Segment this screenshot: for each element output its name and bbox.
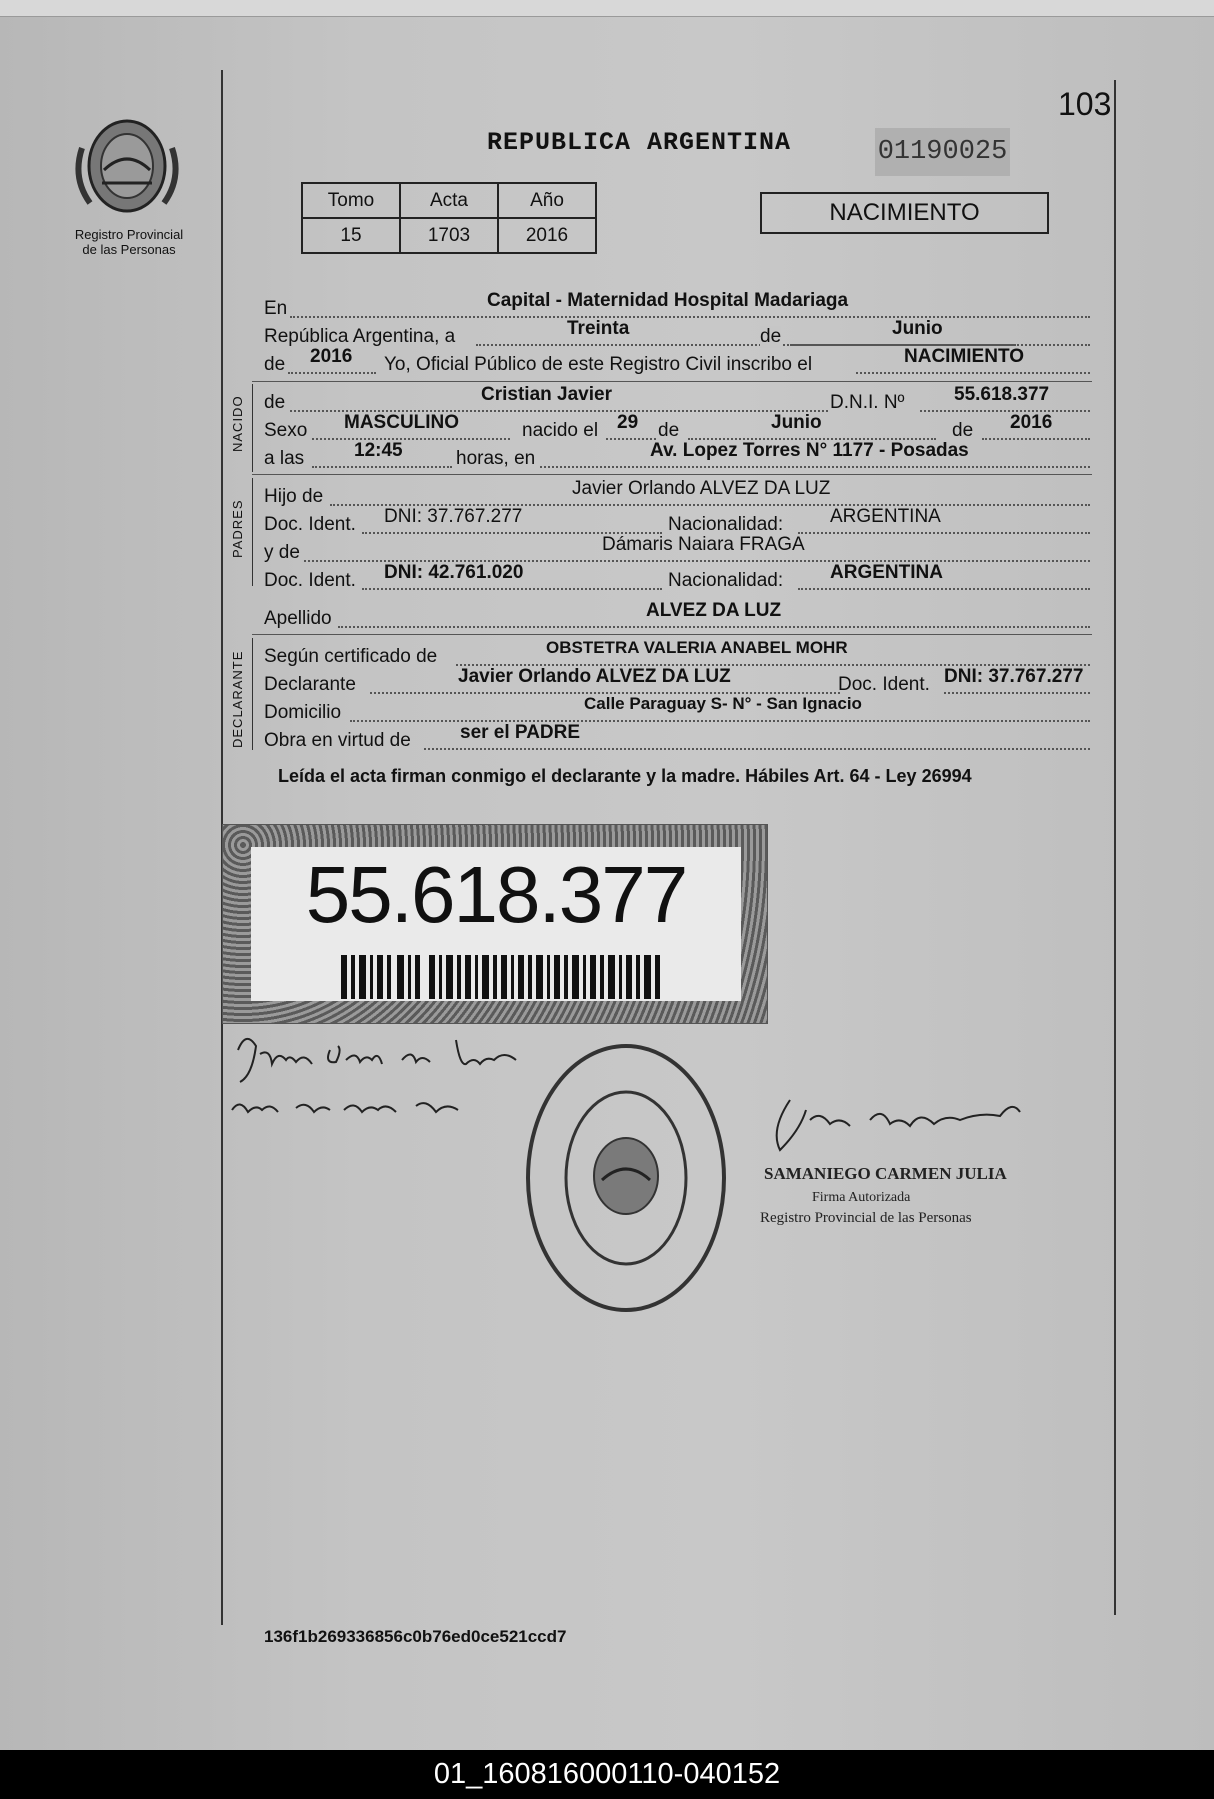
logo-caption-line1: Registro Provincial — [74, 227, 184, 242]
record-type-box: NACIMIENTO — [760, 192, 1049, 234]
value-father-nationality: ARGENTINA — [830, 506, 941, 527]
label-hijo-de: Hijo de — [264, 486, 324, 507]
official-seal — [522, 1040, 730, 1316]
value-father-name: Javier Orlando ALVEZ DA LUZ — [572, 478, 831, 499]
record-table-header: Año — [498, 183, 596, 218]
dotted-line — [982, 438, 1090, 440]
label-obra: Obra en virtud de — [264, 730, 411, 751]
label-de: de — [658, 420, 680, 441]
father-signature-text — [1, 1, 2, 2]
dotted-line — [540, 466, 1090, 468]
value-obra: ser el PADRE — [460, 722, 581, 743]
logo-caption — [54, 227, 204, 257]
value-certificado: OBSTETRA VALERIA ANABEL MOHR — [546, 638, 848, 657]
row-nacido-name — [264, 384, 1090, 414]
label-domicilio: Domicilio — [264, 702, 342, 723]
section-divider — [252, 474, 1092, 475]
value-apellido: ALVEZ DA LUZ — [646, 600, 782, 621]
value-father-dni: DNI: 37.767.277 — [384, 506, 523, 527]
barcode-sticker — [222, 824, 768, 1024]
barcode-number: 55.618.377 — [305, 850, 687, 939]
official-office: Registro Provincial de las Personas — [760, 1210, 972, 1226]
row-republica — [264, 318, 1090, 348]
dotted-line — [288, 372, 376, 374]
section-divider — [252, 381, 1092, 382]
page-number: 103 — [1058, 86, 1112, 122]
label-apellido: Apellido — [264, 608, 332, 629]
barcode-label — [251, 847, 741, 1001]
record-table — [301, 182, 597, 254]
section-divider — [252, 634, 1092, 635]
section-bracket — [252, 478, 253, 586]
dotted-line — [944, 692, 1090, 694]
value-record-type: NACIMIENTO — [904, 346, 1024, 367]
label-oficial: Yo, Oficial Público de este Registro Civil inscribo el — [384, 354, 813, 375]
label-sexo: Sexo — [264, 420, 308, 441]
value-child-name: Cristian Javier — [481, 384, 612, 405]
label-a-las: a las — [264, 448, 305, 469]
value-declarante-dni: DNI: 37.767.277 — [944, 666, 1084, 687]
label-republica: República Argentina, a — [264, 326, 456, 347]
row-nacido-hora — [264, 440, 1090, 470]
row-mother-doc — [264, 562, 1090, 592]
value-mother-dni: DNI: 42.761.020 — [384, 562, 524, 583]
label-horas-en: horas, en — [456, 448, 536, 469]
value-mother-name: Dámaris Naiara FRAGA — [602, 534, 805, 555]
dotted-line — [338, 626, 1090, 628]
section-label-nacido: NACIDO — [230, 395, 245, 452]
row-en — [264, 290, 1090, 320]
row-obra — [264, 722, 1090, 752]
value-birth-address: Av. Lopez Torres N° 1177 - Posadas — [650, 440, 969, 461]
record-table-header: Tomo — [302, 183, 400, 218]
row-oficial — [264, 346, 1090, 376]
value-month: Junio — [892, 318, 943, 339]
label-dni: D.N.I. Nº — [830, 392, 905, 413]
barcode-bars — [341, 955, 661, 999]
value-place: Capital - Maternidad Hospital Madariaga — [487, 290, 849, 311]
label-declarante: Declarante — [264, 674, 356, 695]
row-certificado — [264, 638, 1090, 668]
official-title: Firma Autorizada — [812, 1190, 911, 1205]
value-birth-year: 2016 — [1010, 412, 1053, 433]
serial-number: 01190025 — [875, 128, 1010, 176]
label-doc-ident: Doc. Ident. — [264, 570, 356, 591]
value-birth-day: 29 — [617, 412, 639, 433]
record-table-cell: 1703 — [400, 218, 498, 253]
dotted-line — [856, 372, 1090, 374]
right-margin-line — [1114, 80, 1116, 1615]
value-birth-month: Junio — [771, 412, 822, 433]
dotted-line — [312, 438, 510, 440]
value-sexo: MASCULINO — [344, 412, 460, 433]
label-nacido-el: nacido el — [522, 420, 599, 441]
dotted-line — [362, 588, 662, 590]
dotted-line — [606, 438, 656, 440]
value-domicilio: Calle Paraguay S- N° - San Ignacio — [584, 694, 862, 713]
province-seal-logo — [72, 108, 182, 218]
value-year: 2016 — [310, 346, 353, 367]
record-table-header: Acta — [400, 183, 498, 218]
closing-note: Leída el acta firman conmigo el declarante y la madre. Hábiles Art. 64 - Ley 26994 — [278, 766, 972, 786]
section-bracket — [252, 384, 253, 472]
row-domicilio — [264, 694, 1090, 724]
official-name: SAMANIEGO CARMEN JULIA — [764, 1164, 1007, 1183]
scan-footer-id: 01_160816000110-040152 — [0, 1750, 1214, 1799]
section-label-declarante: DECLARANTE — [230, 650, 245, 748]
value-birth-time: 12:45 — [354, 440, 403, 461]
value-day-text: Treinta — [567, 318, 630, 339]
dotted-line — [424, 748, 1090, 750]
label-de: de — [760, 326, 782, 347]
dotted-line — [920, 410, 1090, 412]
label-de: de — [952, 420, 974, 441]
value-child-dni: 55.618.377 — [954, 384, 1050, 405]
section-bracket — [252, 638, 253, 750]
label-doc-ident: Doc. Ident. — [838, 674, 930, 695]
label-en: En — [264, 298, 288, 319]
row-father-doc — [264, 506, 1090, 536]
father-signature — [226, 1020, 556, 1130]
dotted-line — [312, 466, 452, 468]
document-title: REPUBLICA ARGENTINA — [487, 128, 792, 157]
label-de2: de — [264, 354, 286, 375]
section-label-padres: PADRES — [230, 499, 245, 558]
row-apellido — [264, 600, 1090, 630]
label-certificado: Según certificado de — [264, 646, 438, 667]
label-nacionalidad: Nacionalidad: — [668, 514, 784, 535]
top-edge-strip — [0, 0, 1214, 17]
label-y-de: y de — [264, 542, 300, 563]
row-mother — [264, 534, 1090, 564]
row-father — [264, 478, 1090, 508]
record-table-cell: 15 — [302, 218, 400, 253]
value-declarante: Javier Orlando ALVEZ DA LUZ — [458, 666, 731, 687]
row-declarante — [264, 666, 1090, 696]
label-nacionalidad: Nacionalidad: — [668, 570, 784, 591]
row-nacido-sexo — [264, 412, 1090, 442]
record-table-cell: 2016 — [498, 218, 596, 253]
dotted-line — [290, 316, 1090, 318]
document-hash: 136f1b269336856c0b76ed0ce521ccd7 — [264, 1627, 567, 1646]
value-mother-nationality: ARGENTINA — [830, 562, 943, 583]
dotted-line — [798, 532, 1090, 534]
logo-caption-line2: de las Personas — [82, 242, 176, 257]
official-signature — [750, 1090, 1050, 1162]
dotted-line — [798, 588, 1090, 590]
label-de: de — [264, 392, 286, 413]
label-doc-ident: Doc. Ident. — [264, 514, 356, 535]
